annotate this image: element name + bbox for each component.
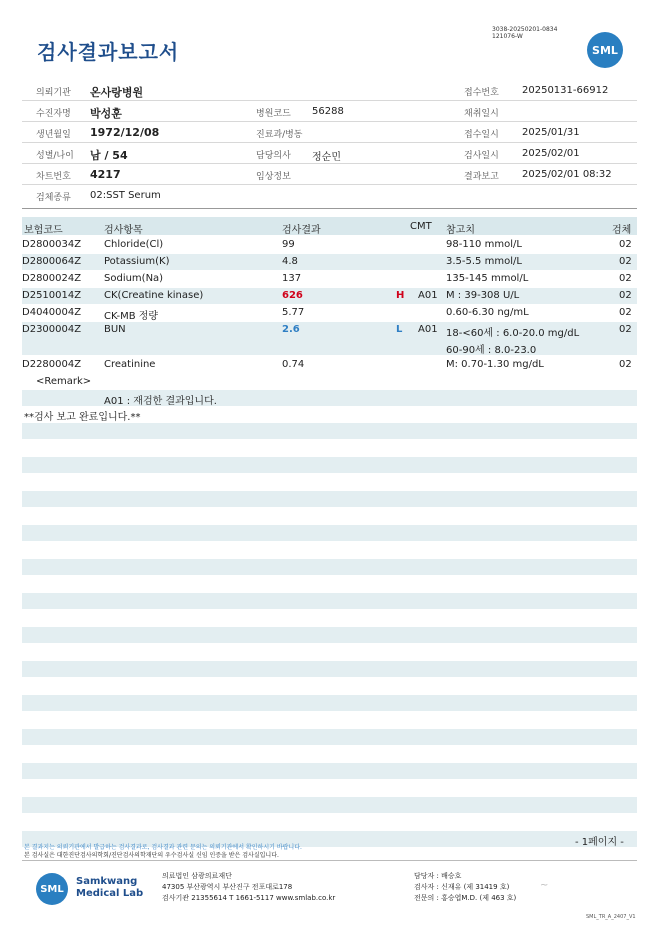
value-test-date: 2025/02/01: [522, 148, 580, 159]
label-patient-name: 수진자명: [36, 109, 71, 119]
cell-item: Sodium(Na): [104, 273, 164, 284]
value-requesting-org: 온사랑병원: [90, 86, 144, 99]
footer-org-info: [162, 871, 335, 904]
value-report-date: 2025/02/01 08:32: [522, 169, 612, 180]
info-row-1: [22, 80, 637, 101]
report-complete-text: **검사 보고 완료입니다.**: [24, 412, 141, 423]
cell-reference-line2: 60-90세 : 8.0-23.0: [446, 345, 537, 356]
cell-code: D2800064Z: [22, 256, 82, 267]
cell-specimen: 02: [619, 290, 632, 301]
footer-divider: [22, 860, 637, 861]
cell-result: 4.8: [282, 256, 298, 267]
cell-code: D2280004Z: [22, 359, 82, 370]
header-reference: 참고치: [446, 225, 475, 236]
label-receipt-date: 접수일시: [464, 130, 499, 140]
brand-line2: Medical Lab: [76, 888, 144, 899]
cell-flag-high: H: [396, 290, 405, 301]
cell-code: D2300004Z: [22, 324, 82, 335]
label-physician: 담당의사: [256, 151, 291, 161]
value-chart-number: 4217: [90, 168, 121, 181]
value-receipt-date: 2025/01/31: [522, 127, 580, 138]
org-address: 47305 부산광역시 부산진구 전포대로178: [162, 883, 293, 891]
remark-label: <Remark>: [36, 376, 92, 387]
cell-flag-low: L: [396, 324, 403, 335]
staff-specialist: 전문의 : 홍승엽M.D. (제 463 호): [414, 894, 517, 902]
cell-reference: 135-145 mmol/L: [446, 273, 529, 284]
cell-cmt: A01: [418, 290, 438, 301]
label-report-date: 결과보고: [464, 172, 499, 182]
org-contact: 검사기관 21355614 T 1661-5117 www.smlab.co.kr: [162, 894, 336, 902]
cell-specimen: 02: [619, 239, 632, 250]
document-id-line1: 3038-20250201-0834: [492, 26, 558, 33]
cell-result-high: 626: [282, 290, 303, 301]
report-title: 검사결과보고서: [37, 40, 180, 64]
label-clinical-info: 임상정보: [256, 172, 291, 182]
empty-row-stripe: [22, 661, 637, 677]
label-test-date: 검사일시: [464, 151, 499, 161]
empty-row-stripe: [22, 423, 637, 439]
org-name: 의료법인 삼광의료재단: [162, 872, 232, 880]
cell-reference: 18-<60세 : 6.0-20.0 mg/dL: [446, 328, 580, 339]
cell-result: 5.77: [282, 307, 305, 318]
cell-code: D2800034Z: [22, 239, 82, 250]
empty-row-stripe: [22, 491, 637, 507]
label-sex-age: 성별/나이: [36, 151, 74, 161]
cell-reference: 98-110 mmol/L: [446, 239, 522, 250]
staff-tester: 검사자 : 신재유 (제 31419 호): [414, 883, 510, 891]
info-row-4: [22, 143, 637, 164]
cell-specimen: 02: [619, 273, 632, 284]
remark-text: A01 : 재검한 결과입니다.: [104, 396, 217, 407]
document-id: [492, 26, 557, 40]
value-receipt-number: 20250131-66912: [522, 85, 609, 96]
page-number: - 1페이지 -: [575, 837, 624, 848]
footer-certification: 본 검사실은 대한진단검사의학회/진단검사의학재단의 우수검사실 신임 인증을 받은 검사실입니다.: [24, 852, 279, 859]
footer-staff-info: [414, 871, 516, 904]
info-row-2: [22, 101, 637, 122]
remark-text-row: [22, 390, 637, 406]
info-row-6: [22, 185, 637, 205]
header-result: 검사결과: [282, 225, 321, 236]
table-row: [22, 254, 637, 270]
results-header: [22, 217, 637, 235]
label-birth-date: 생년월일: [36, 130, 71, 140]
empty-row-stripe: [22, 457, 637, 473]
cell-code: D4040004Z: [22, 307, 82, 318]
brand-line1: Samkwang: [76, 876, 138, 887]
remark-row: [22, 374, 637, 390]
form-id: SML_TR_A_2407_V1: [586, 914, 636, 920]
signature-image: ~: [540, 880, 549, 891]
empty-row-stripe: [22, 729, 637, 745]
label-specimen-type: 검체종류: [36, 193, 71, 203]
cell-result: 99: [282, 239, 295, 250]
cell-result: 0.74: [282, 359, 305, 370]
cell-reference: 0.60-6.30 ng/mL: [446, 307, 529, 318]
table-row: [22, 322, 637, 355]
cell-item: CK(Creatine kinase): [104, 290, 204, 301]
sml-logo: SML: [587, 32, 623, 68]
cell-item: Chloride(Cl): [104, 239, 164, 250]
empty-row-stripe: [22, 695, 637, 711]
cell-specimen: 02: [619, 256, 632, 267]
cell-specimen: 02: [619, 359, 632, 370]
value-physician: 정순민: [312, 152, 341, 163]
cell-reference: M: 0.70-1.30 mg/dL: [446, 359, 544, 370]
footer-brand: [76, 876, 143, 900]
table-row: [22, 305, 637, 321]
header-cmt: CMT: [410, 221, 432, 232]
empty-row-stripe: [22, 627, 637, 643]
info-divider: [22, 208, 637, 209]
complete-row: [22, 406, 637, 422]
header-insurance-code: 보험코드: [24, 225, 63, 236]
cell-result-low: 2.6: [282, 324, 300, 335]
document-id-line2: 121076-W: [492, 33, 523, 40]
footer-sml-logo: SML: [36, 873, 68, 905]
table-row: [22, 271, 637, 287]
label-hospital-code: 병원코드: [256, 109, 291, 119]
empty-row-stripe: [22, 525, 637, 541]
header-specimen: 검체: [612, 225, 632, 236]
staff-manager: 담당자 : 배승호: [414, 872, 462, 880]
label-receipt-number: 접수번호: [464, 88, 499, 98]
cell-code: D2510014Z: [22, 290, 82, 301]
label-chart-number: 차트번호: [36, 172, 71, 182]
label-requesting-org: 의뢰기관: [36, 88, 71, 98]
cell-reference: 3.5-5.5 mmol/L: [446, 256, 522, 267]
cell-reference: M : 39-308 U/L: [446, 290, 520, 301]
value-patient-name: 박성훈: [90, 107, 122, 120]
cell-result: 137: [282, 273, 302, 284]
table-row: [22, 357, 637, 373]
cell-item: Creatinine: [104, 359, 156, 370]
table-row: [22, 288, 637, 304]
table-row: [22, 237, 637, 253]
label-department: 진료과/병동: [256, 130, 303, 140]
cell-specimen: 02: [619, 307, 632, 318]
info-row-5: [22, 164, 637, 185]
footer-disclaimer: 본 결과지는 의뢰기관에서 발급하는 검사결과로, 검사결과 관련 문의는 의뢰기관에서 확인하시기 바랍니다.: [24, 844, 302, 851]
value-hospital-code: 56288: [312, 106, 344, 117]
cell-item: Potassium(K): [104, 256, 170, 267]
empty-row-stripe: [22, 559, 637, 575]
value-sex-age: 남 / 54: [90, 149, 128, 162]
value-birth-date: 1972/12/08: [90, 126, 160, 139]
empty-row-stripe: [22, 763, 637, 779]
info-row-3: [22, 122, 637, 143]
empty-row-stripe: [22, 797, 637, 813]
label-collection-date: 채취일시: [464, 109, 499, 119]
cell-cmt: A01: [418, 324, 438, 335]
value-specimen-type: 02:SST Serum: [90, 190, 161, 201]
header-test-item: 검사항목: [104, 225, 143, 236]
cell-item: BUN: [104, 324, 126, 335]
cell-item: CK-MB 정량: [104, 311, 159, 322]
cell-code: D2800024Z: [22, 273, 82, 284]
empty-row-stripe: [22, 593, 637, 609]
cell-specimen: 02: [619, 324, 632, 335]
